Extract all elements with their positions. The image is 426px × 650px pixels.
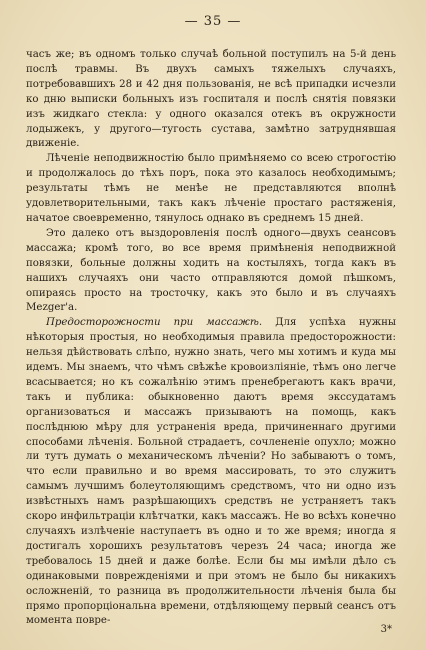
body-text [26,48,396,629]
printer-signature-mark: 3* [380,624,392,635]
paragraph-text: часъ же; въ одномъ только случаѣ больной поступилъ на 5-й день послѣ травмы. Въ двухъ самыхъ тяжелыхъ случаяхъ, потребовавшихъ 28 и 42 дня пользованія, не всѣ припадки исчезли ко дню выписки больныхъ изъ госпиталя и послѣ снятія повязки изъ жидкаго стекла: у одного оказался отекъ въ окружности лодыжекъ, у другого—тугость сустава, замѣтно затруднявшая движеніе. [26,49,396,150]
paragraph [26,152,396,227]
paragraph-text: Лѣченіе неподвижностію было примѣняемо со всею строгостію и продолжалось до тѣхъ поръ, пока это казалось необходимымъ; результаты тѣмъ не менѣе не представляются вполнѣ удовлетворительными, такъ какъ лѣченіе простаго растяженія, начатое своевременно, тянулось однако въ среднемъ 15 дней. [26,153,396,224]
paragraph-text: Для успѣха нужны нѣкоторыя простыя, но необходимыя правила предосторожности: нельзя дѣйствовать слѣпо, нужно знать, чего мы хотимъ и куда мы идемъ. Мы знаемъ, что чѣмъ свѣжѣе кровоизліяніе, тѣмъ оно легче всасывается; но къ сожалѣнію этимъ пренебрегаютъ какъ врачи, такъ и публика: обыкновенно даютъ время экссудатамъ организоваться и массажъ призываютъ на помощь, какъ послѣднюю мѣру для устраненія вреда, причиненнаго другими способами лѣченія. Больной страдаетъ, сочлененіе опухло; можно ли тутъ думать о механическомъ лѣченіи? Но забываютъ о томъ, что если правильно и во время массировать, то это служитъ самымъ лучшимъ болеутоляющимъ средствомъ, что ни одно изъ извѣстныхъ намъ разрѣшающихъ средствъ не устраняетъ такъ скоро инфильтраціи клѣтчатки, какъ массажъ. Не во всѣхъ конечно случаяхъ излѣченіе наступаетъ въ одно и то же время; иногда я достигалъ хорошихъ результатовъ черезъ 24 часа; иногда же требовалось 15 дней и даже болѣе. Если бы мы имѣли дѣло съ одинаковыми поврежденіями и при этомъ не было бы никакихъ осложненій, то разница въ продолжительности лѣченія была бы прямо пропорціональна времени, отдѣляющему первый сеансъ отъ момента повре- [26,317,397,627]
paragraph [26,227,396,316]
page-number: — 35 — [184,14,242,29]
section-heading: Предосторожности при массажѣ. [46,317,263,329]
paragraph [26,48,396,152]
paragraph [26,316,396,629]
paragraph-text: Это далеко отъ выздоровленія послѣ одного—двухъ сеансовъ массажа; кромѣ того, во все время примѣненія неподвижной повязки, больные должны ходить на костыляхъ, тогда какъ въ нашихъ случаяхъ они часто отправляются домой пѣшкомъ, опираясь просто на тросточку, какъ это было и въ случаяхъ Mezger'а. [26,227,396,314]
